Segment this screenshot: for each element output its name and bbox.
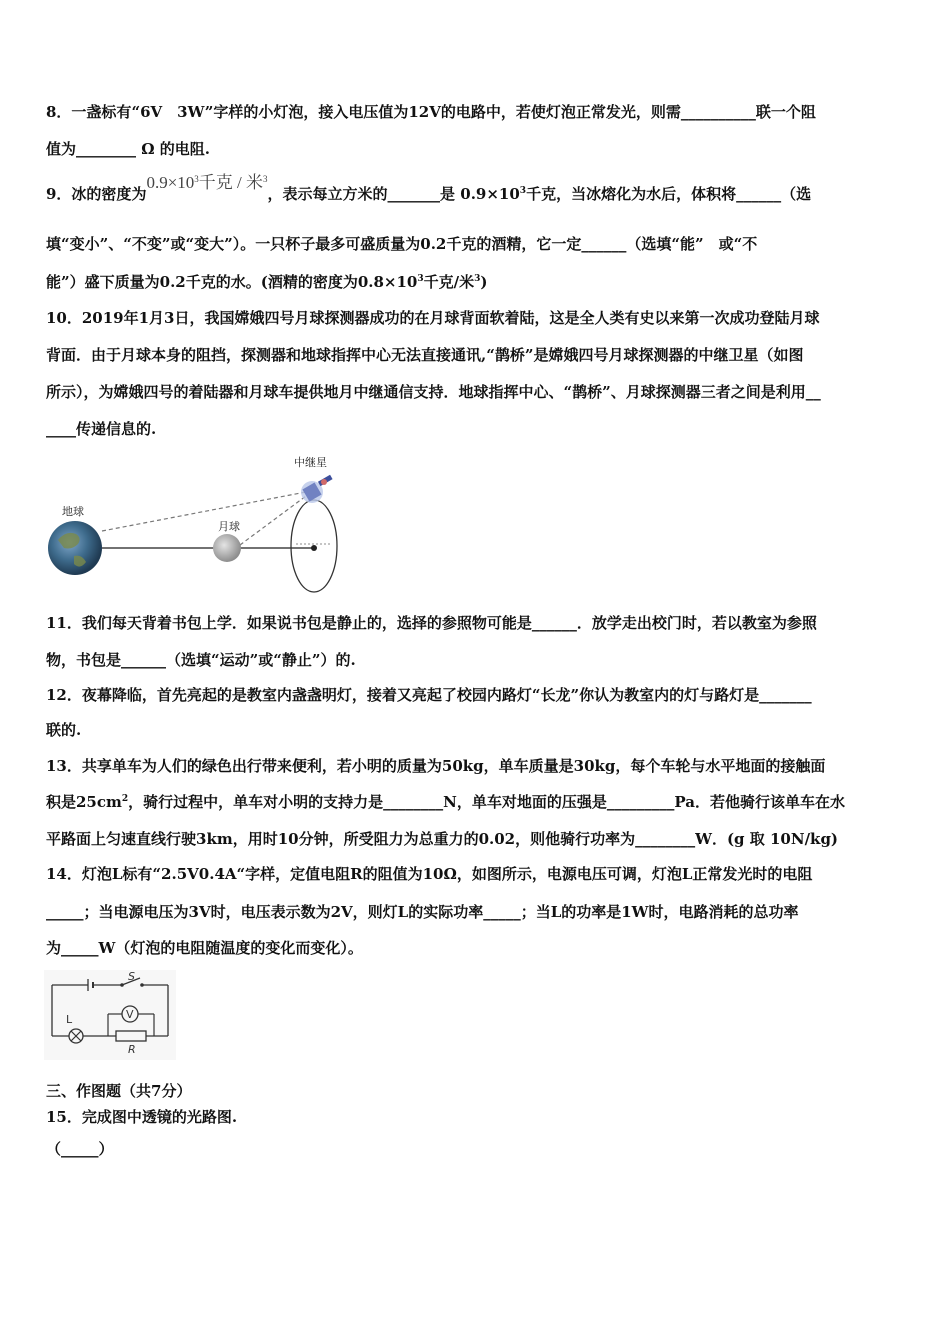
- q9-line-3: [46, 272, 488, 292]
- q9-line3-b: 千克/米: [423, 273, 475, 291]
- satellite-label: 中继星: [294, 456, 327, 469]
- q14-line-3: 为_____W（灯泡的电阻随温度的变化而变化）。: [46, 939, 363, 957]
- q9-line3-exp2: 3: [474, 274, 481, 284]
- q8-line-1: 8．一盏标有“6V 3W”字样的小灯泡，接入电压值为12V的电路中，若使灯泡正常发光，则需__________联一个阻: [46, 103, 816, 121]
- q13-line2-exp: 2: [121, 794, 129, 804]
- earth-label: 地球: [62, 505, 84, 518]
- q12-line-1: 12．夜幕降临，首先亮起的是教室内盏盏明灯，接着又亮起了校园内路灯“长龙”你认为教室内的灯与路灯是_______: [46, 686, 812, 704]
- lamp-label: L: [66, 1013, 73, 1026]
- circuit-figure: [44, 970, 176, 1060]
- q9-line3-c: ): [480, 273, 488, 291]
- q14-line-1: 14．灯泡L标有“2.5V0.4A“字样，定值电阻R的阻值为10Ω，如图所示，电源电压可调，灯泡L正常发光时的电阻: [46, 865, 813, 883]
- q13-line2-a: 积是25cm: [46, 793, 122, 811]
- resistor-label: R: [128, 1043, 136, 1056]
- q13-line-3: 平路面上匀速直线行驶3km，用时10分钟，所受阻力为总重力的0.02，则他骑行功率为________W．(g 取 10N/kg): [46, 830, 839, 848]
- circuit-background: [44, 970, 176, 1060]
- q9-density-unit-exp: 3: [263, 174, 268, 184]
- q13-line-1: 13．共享单车为人们的绿色出行带来便利，若小明的质量为50kg，单车质量是30kg，每个车轮与水平地面的接触面: [46, 757, 826, 775]
- q10-line-3: 所示），为嫦娥四号的着陆器和月球车提供地月中继通信支持．地球指挥中心、“鹊桥”、月球探测器三者之间是利用__: [46, 383, 821, 401]
- q8-line-2: 值为________ Ω 的电阻.: [46, 140, 211, 158]
- q12-line-2: 联的.: [46, 721, 82, 739]
- q9-text-pre: 9．冰的密度为: [46, 185, 147, 203]
- q13-line2-b: ，骑行过程中，单车对小明的支持力是________N，单车对地面的压强是_________Pa．若他骑行该单车在水: [128, 793, 845, 811]
- q10-line-4: ____传递信息的.: [46, 420, 157, 438]
- q11-line-2: 物，书包是______（选填“运动”或“静止”）的.: [46, 651, 356, 669]
- q9-text-post: ，表示每立方米的_______是 0.9×10: [267, 185, 520, 203]
- q15-line-1: 15．完成图中透镜的光路图.: [46, 1108, 238, 1126]
- moon-label: 月球: [218, 520, 240, 533]
- q10-line-2: 背面．由于月球本身的阻挡，探测器和地球指挥中心无法直接通讯,“鹊桥”是嫦娥四号月球探测器的中继卫星（如图: [46, 346, 804, 364]
- earth-image: [48, 521, 102, 575]
- moon-image: [213, 534, 241, 562]
- q9-line3-a: 能”）盛下质量为0.2千克的水。(酒精的密度为0.8×10: [46, 273, 418, 291]
- q14-line-2: _____；当电源电压为3V时，电压表示数为2V，则灯L的实际功率_____；当L的功率是1W时，电路消耗的总功率: [46, 903, 799, 921]
- moon-relay-link: [240, 496, 306, 545]
- q15-answer-blank: （_____）: [46, 1140, 114, 1158]
- q11-line-1: 11．我们每天背着书包上学．如果说书包是静止的，选择的参照物可能是______．放学走出校门时，若以教室为参照: [46, 614, 817, 632]
- q9-line3-exp: 3: [417, 274, 424, 284]
- q9-line-2: 填“变小”、“不变”或“变大”）。一只杯子最多可盛质量为0.2千克的酒精，它一定______（选填“能” 或“不: [46, 235, 758, 253]
- q9-post-exp: 3: [519, 186, 527, 196]
- section-3-title: 三、作图题（共7分）: [46, 1082, 192, 1100]
- q13-line-2: [46, 792, 845, 812]
- q10-line-1: 10．2019年1月3日，我国嫦娥四号月球探测器成功的在月球背面软着陆，这是全人类有史以来第一次成功登陆月球: [46, 309, 820, 327]
- q9-density-value: 0.9×10: [146, 173, 195, 192]
- q9-density-unit: 千克 / 米: [198, 173, 264, 192]
- q9-text-post2: 千克，当冰熔化为水后，体积将______（选: [526, 185, 812, 203]
- q9-density-exp: 3: [194, 174, 199, 184]
- earth-relay-link: [102, 492, 306, 531]
- relay-satellite-icon: [301, 475, 333, 503]
- voltmeter-label: V: [126, 1008, 134, 1021]
- q9-density-formula: [146, 173, 267, 192]
- relay-satellite-figure: [44, 448, 354, 596]
- switch-label: S: [128, 970, 135, 983]
- lagrange-point: [311, 545, 317, 551]
